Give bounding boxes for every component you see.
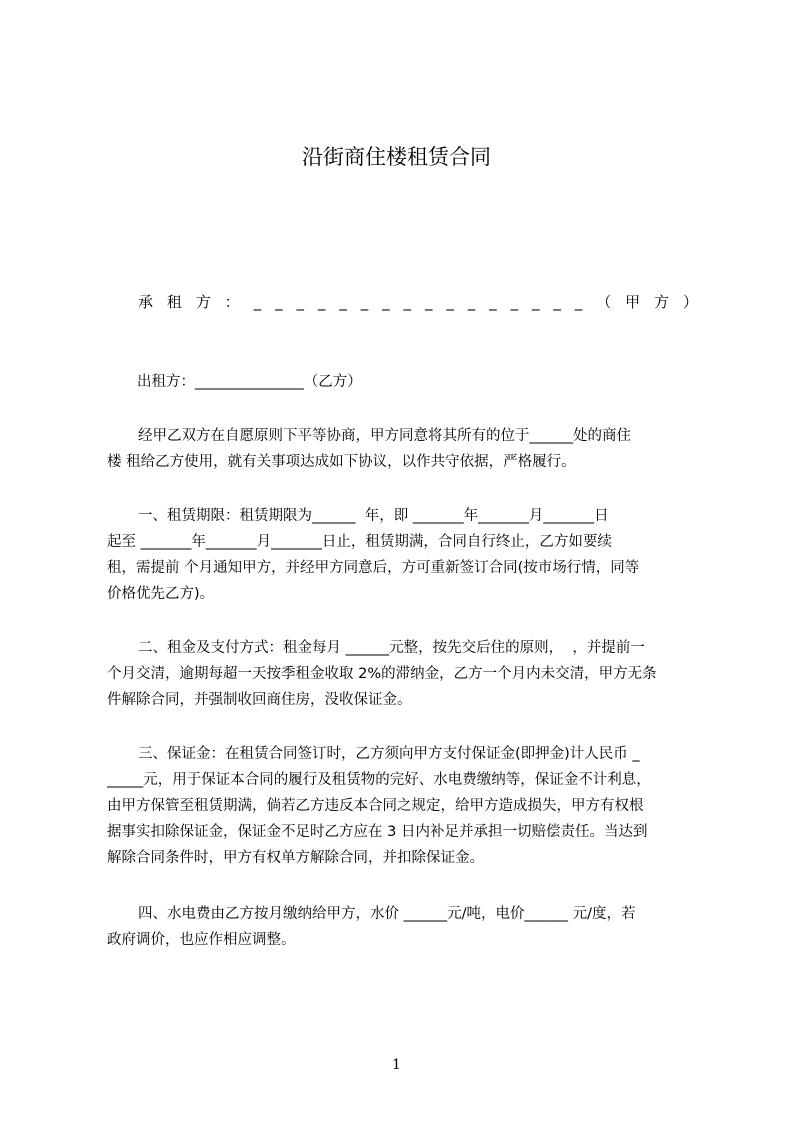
lessee-char: 甲 xyxy=(625,293,641,311)
clause-line: 四、水电费由乙方按月缴纳给甲方，水价 ______元/吨，电价______ 元/度，若 xyxy=(138,906,636,922)
lessee-char: （ xyxy=(596,293,612,311)
intro-line: 经甲乙双方在自愿原则下平等协商，甲方同意将其所有的位于______处的商住 xyxy=(138,428,631,444)
lessee-blank: _ xyxy=(339,293,347,311)
lessee-blank: _ xyxy=(296,293,304,311)
clause-line: 件解除合同，并强制收回商住房，没收保证金。 xyxy=(107,692,412,708)
lessee-blank: _ xyxy=(382,293,390,311)
clause-line: 价格优先乙方)。 xyxy=(107,586,215,602)
clause-line: 政府调价，也应作相应调整。 xyxy=(107,932,296,948)
lessee-char: ： xyxy=(224,293,240,311)
lessee-blank: _ xyxy=(553,293,561,311)
lessee-blank: _ xyxy=(446,293,454,311)
lessee-blank: _ xyxy=(403,293,412,311)
lessee-blank: _ xyxy=(253,293,262,311)
lessor-line: 出租方：_______________（乙方） xyxy=(137,374,362,390)
clause-line: 起至 _______年_______月_______日止，租赁期满，合同自行终止，乙方如要续 xyxy=(107,534,612,550)
lessee-line xyxy=(138,291,698,313)
lessee-char: 租 xyxy=(166,293,182,311)
lessee-char: 承 xyxy=(138,293,154,311)
lessee-blank: _ xyxy=(467,293,476,311)
lessee-blank: _ xyxy=(574,293,583,311)
clause-line: 三、保证金：在租赁合同签订时，乙方须向甲方支付保证金(即押金)计人民币 _ xyxy=(138,746,640,762)
clause-line: 个月交清，逾期每超一天按季租金收取 2%的滞纳金，乙方一个月内未交清，甲方无条 xyxy=(107,666,657,682)
lessee-blank: _ xyxy=(531,293,540,311)
contract-title: 沿街商住楼租赁合同 xyxy=(302,145,491,169)
page-number: 1 xyxy=(392,1057,401,1073)
lessee-char: 方 xyxy=(195,293,211,311)
lessee-blank: _ xyxy=(275,293,283,311)
clause-line: 租，需提前 个月通知甲方，并经甲方同意后，方可重新签订合同(按市场行情，同等 xyxy=(107,560,640,576)
lessee-blank: _ xyxy=(317,293,326,311)
lessee-char: ） xyxy=(682,293,698,311)
clause-line: 二、租金及支付方式：租金每月 ______元整，按先交后住的原则， ，并提前一 xyxy=(138,640,645,656)
lessee-blank: _ xyxy=(360,293,369,311)
clause-line: 由甲方保管至租赁期满，倘若乙方违反本合同之规定，给甲方造成损失，甲方有权根 xyxy=(107,798,644,814)
intro-line: 楼 租给乙方使用，就有关事项达成如下协议，以作共守依据，严格履行。 xyxy=(107,454,576,470)
lessee-blank: _ xyxy=(424,293,433,311)
lessee-char: 方 xyxy=(654,293,670,311)
lessee-blank: _ xyxy=(489,293,497,311)
clause-line: 一、租赁期限：租赁期限为______ 年，即 _______年_______月_______日 xyxy=(138,508,609,524)
clause-line: 解除合同条件时，甲方有权单方解除合同，并扣除保证金。 xyxy=(107,850,484,866)
clause-line: _____元，用于保证本合同的履行及租赁物的完好、水电费缴纳等，保证金不计利息， xyxy=(107,772,651,788)
lessee-blank: _ xyxy=(510,293,519,311)
clause-line: 据事实扣除保证金，保证金不足时乙方应在 3 日内补足并承担一切赔偿责任。当达到 xyxy=(107,824,648,840)
